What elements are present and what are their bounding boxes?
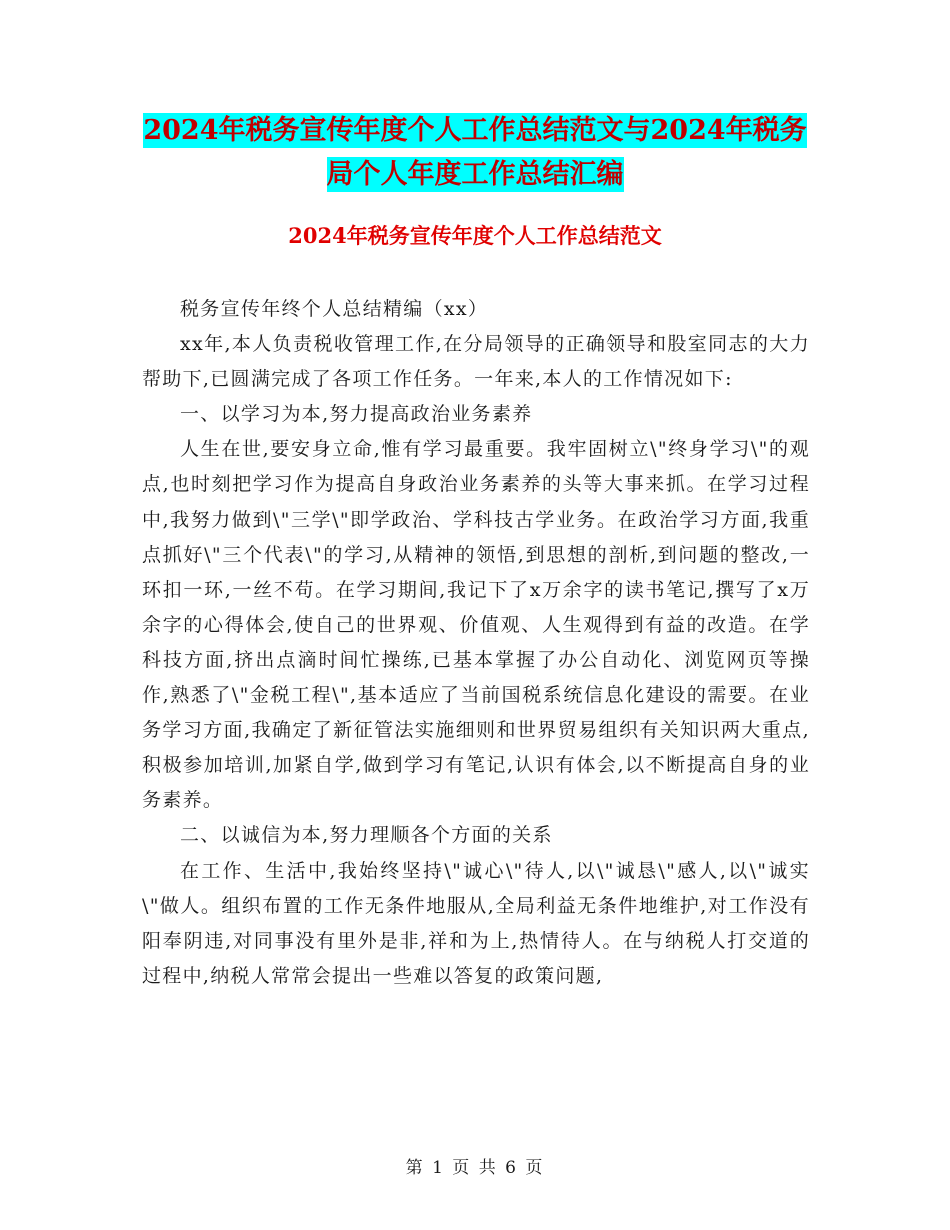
- section-heading-1: 一、以学习为本,努力提高政治业务素养: [180, 403, 533, 426]
- page-footer: 第 1 页 共 6 页: [405, 1158, 545, 1178]
- document-title-line-1: [140, 107, 810, 155]
- paragraph: 在工作、生活中,我始终坚持\"诚心\"待人,以\"诚恳\"感人,以\"诚实\"做人。组织布置的工作无条件地服从,全局利益无条件地维护,对工作没有阳奉阴违,对同事没有里外是非,祥和为上,热情待人。在与纳税人打交道的过程中,纳税人常常会提出一些难以答复的政策问题,: [142, 859, 810, 987]
- paragraph: xx年,本人负责税收管理工作,在分局领导的正确领导和股室同志的大力帮助下,已圆满完成了各项工作任务。一年来,本人的工作情况如下:: [142, 333, 810, 391]
- paragraph-heading: 税务宣传年终个人总结精编（xx）: [180, 298, 489, 320]
- section-heading-2: 二、以诚信为本,努力理顺各个方面的关系: [180, 824, 553, 847]
- document-title-text-2: 局个人年度工作总结汇编: [326, 159, 624, 190]
- document-title-text-1: 2024年税务宣传年度个人工作总结范文与2024年税务: [143, 115, 807, 146]
- section-title: 2024年税务宣传年度个人工作总结范文: [288, 223, 662, 248]
- paragraph: 人生在世,要安身立命,惟有学习最重要。我牢固树立\"终身学习\"的观点,也时刻把学习作为提高自身政治业务素养的头等大事来抓。在学习过程中,我努力做到\"三学\"即学政治、学科技古学业务。在政治学习方面,我重点抓好\"三个代表\"的学习,从精神的领悟,到思想的剖析,到问题的整改,一环扣一环,一丝不苟。在学习期间,我记下了x万余字的读书笔记,撰写了x万余字的心得体会,使自己的世界观、价值观、人生观得到有益的改造。在学科技方面,挤出点滴时间忙操练,已基本掌握了办公自动化、浏览网页等操作,熟悉了\"金税工程\",基本适应了当前国税系统信息化建设的需要。在业务学习方面,我确定了新征管法实施细则和世界贸易组织有关知识两大重点,积极参加培训,加紧自学,做到学习有笔记,认识有体会,以不断提高自身的业务素养。: [142, 438, 810, 812]
- document-body: [142, 292, 810, 994]
- document-title-line-2: [140, 151, 810, 199]
